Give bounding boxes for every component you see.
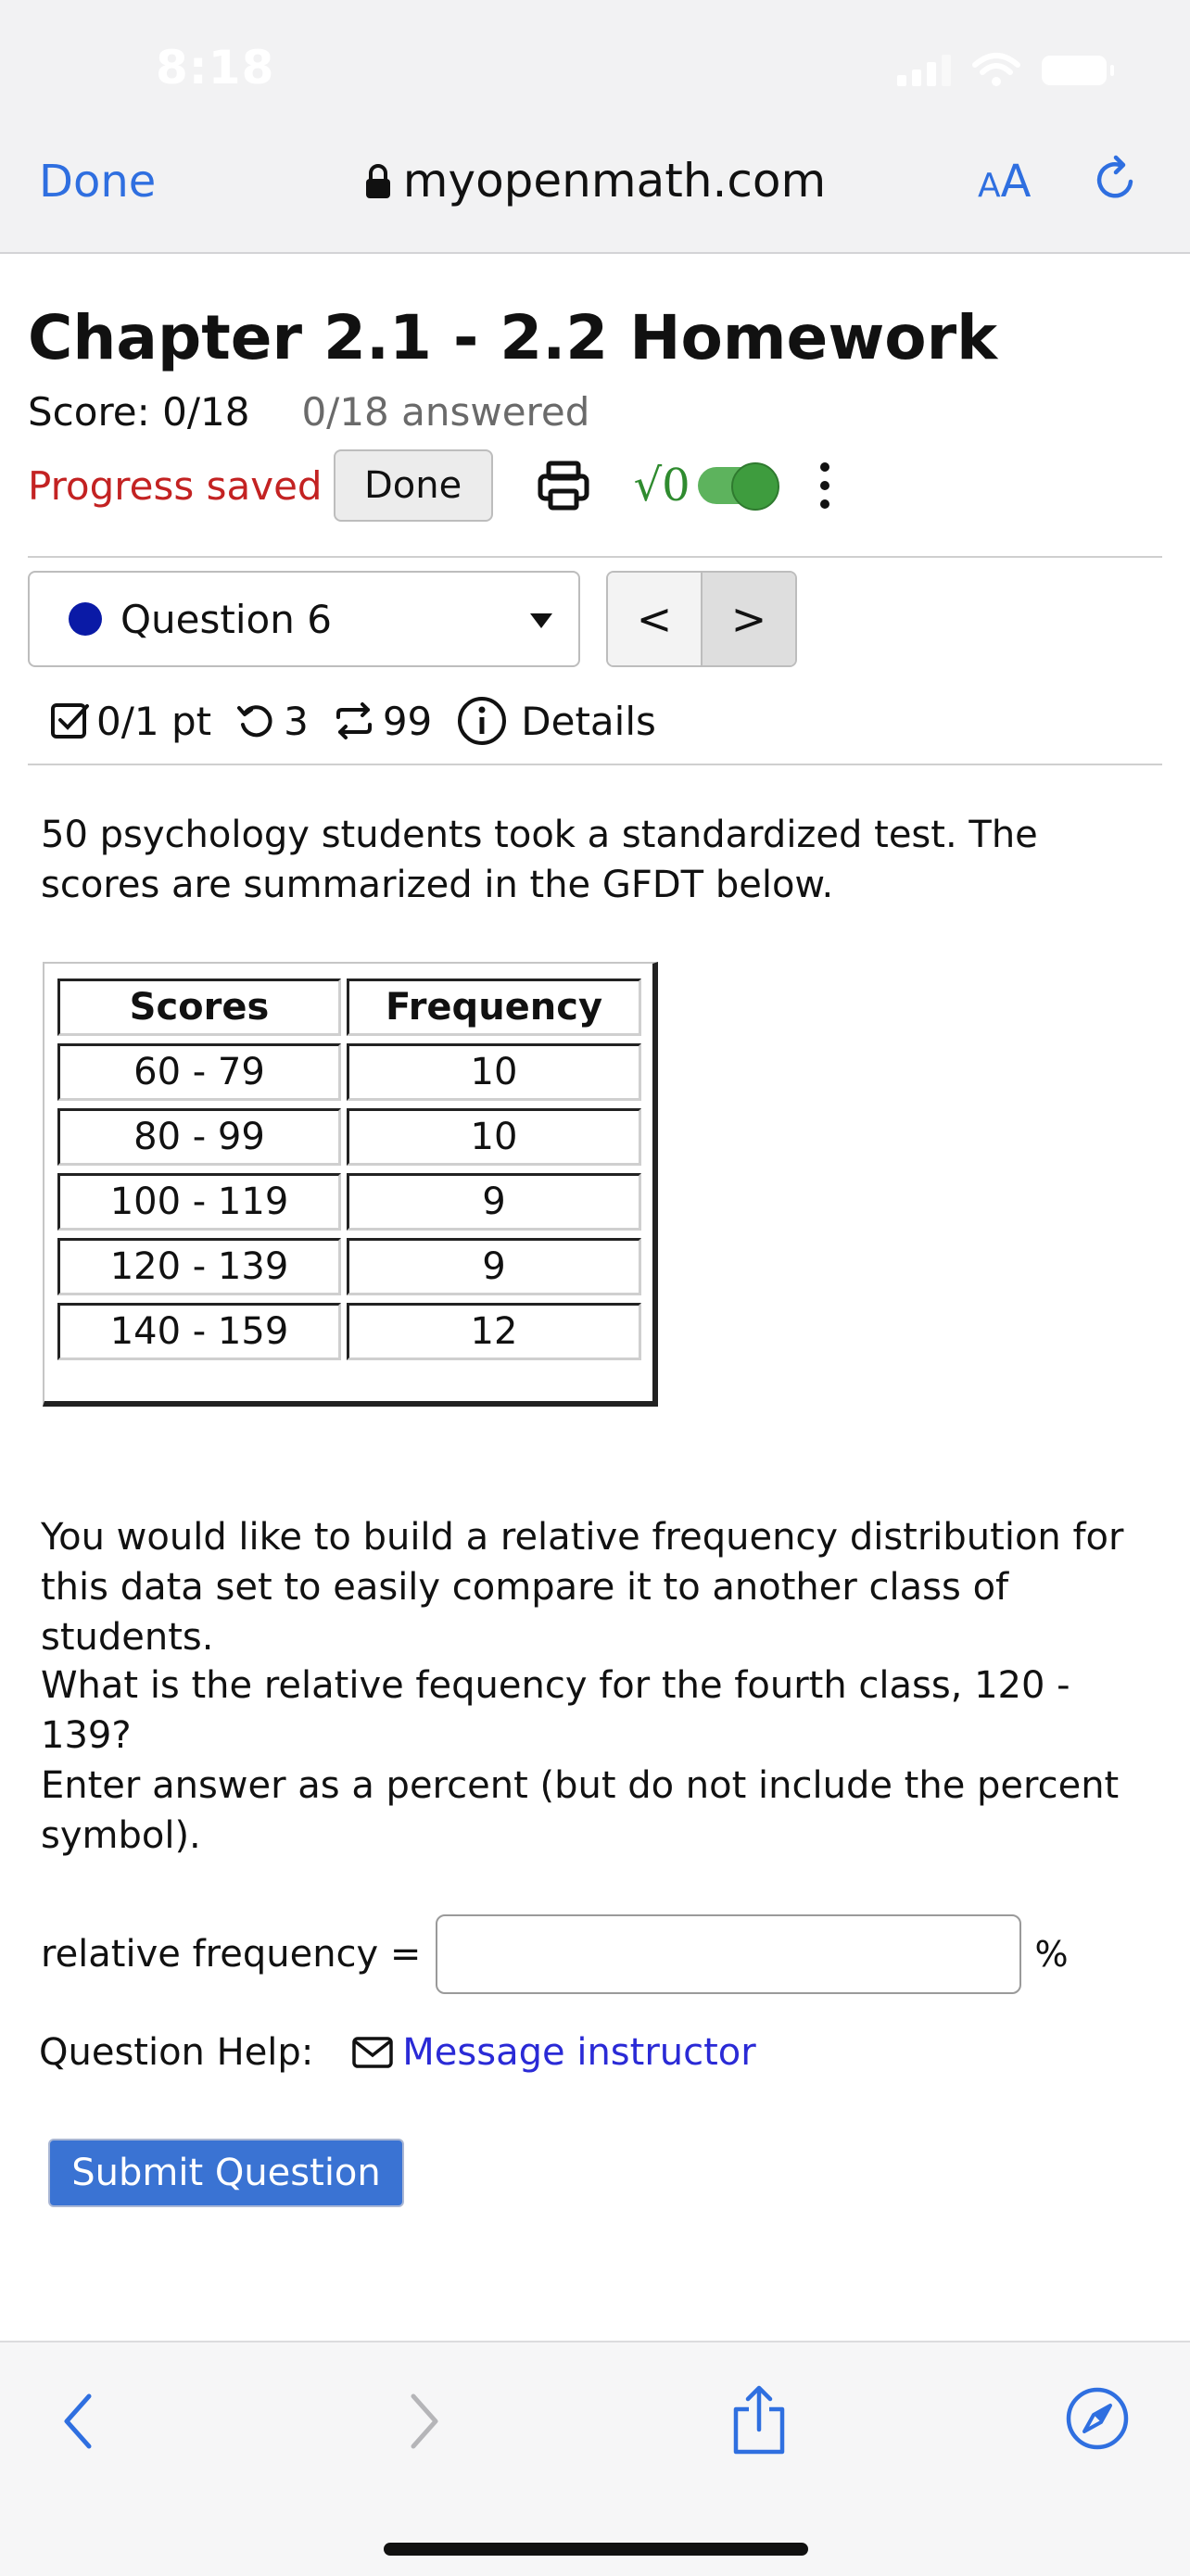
browser-top-bar bbox=[0, 0, 1190, 254]
checkbox-icon bbox=[50, 701, 91, 741]
more-options-icon[interactable] bbox=[820, 462, 829, 509]
next-question-button[interactable]: > bbox=[703, 573, 795, 665]
question-meta bbox=[50, 695, 656, 747]
table-cell: 100 - 119 bbox=[57, 1173, 341, 1231]
table-cell: 80 - 99 bbox=[57, 1108, 341, 1166]
table-cell: 140 - 159 bbox=[57, 1303, 341, 1360]
table-cell: 10 bbox=[347, 1043, 641, 1101]
math-entry-toggle[interactable] bbox=[634, 460, 776, 511]
attempts-count: 3 bbox=[284, 698, 309, 744]
text-size-large: A bbox=[1000, 156, 1032, 208]
question-help bbox=[39, 2031, 756, 2074]
dropdown-caret-icon bbox=[530, 613, 552, 628]
question-selector-label: Question 6 bbox=[120, 596, 332, 642]
retry-icon bbox=[235, 701, 276, 741]
points-text: 0/1 pt bbox=[96, 698, 212, 744]
question-status-dot-icon bbox=[69, 602, 102, 636]
battery-icon bbox=[1042, 56, 1107, 85]
page-title: Chapter 2.1 - 2.2 Homework bbox=[28, 302, 998, 373]
reload-icon[interactable] bbox=[1090, 154, 1142, 206]
table-header: Frequency bbox=[347, 979, 641, 1036]
question-prompt: What is the relative fequency for the fourth class, 120 - 139? bbox=[41, 1664, 1070, 1757]
answer-unit: % bbox=[1034, 1934, 1069, 1975]
answer-row bbox=[41, 1914, 1069, 1994]
versions-count: 99 bbox=[382, 698, 433, 744]
answered-count: 0/18 answered bbox=[301, 389, 590, 435]
question-help-label: Question Help: bbox=[39, 2031, 314, 2074]
answer-instructions: Enter answer as a percent (but do not include the percent symbol). bbox=[41, 1764, 1120, 1857]
browser-done-button[interactable]: Done bbox=[39, 156, 157, 208]
forward-icon[interactable] bbox=[404, 2389, 445, 2454]
gfdt-table-frame bbox=[43, 962, 658, 1407]
previous-question-button[interactable]: < bbox=[608, 573, 703, 665]
table-cell: 9 bbox=[347, 1173, 641, 1231]
table-row bbox=[57, 1043, 641, 1101]
answer-label: relative frequency = bbox=[41, 1933, 422, 1976]
table-cell: 60 - 79 bbox=[57, 1043, 341, 1101]
text-size-small: A bbox=[978, 167, 1001, 205]
mail-icon[interactable] bbox=[352, 2037, 393, 2068]
gfdt-table bbox=[52, 971, 647, 1368]
table-cell: 10 bbox=[347, 1108, 641, 1166]
info-icon[interactable] bbox=[456, 695, 508, 747]
assignment-done-button[interactable]: Done bbox=[334, 449, 493, 522]
progress-saved-status: Progress saved bbox=[28, 462, 323, 509]
sqrt-icon: √0 bbox=[633, 460, 690, 511]
print-icon[interactable] bbox=[536, 458, 591, 513]
score-text: Score: 0/18 bbox=[28, 389, 250, 435]
relative-frequency-input[interactable] bbox=[436, 1914, 1021, 1994]
back-icon[interactable] bbox=[57, 2389, 98, 2454]
toggle-switch[interactable] bbox=[698, 467, 776, 504]
submit-question-button[interactable]: Submit Question bbox=[48, 2139, 404, 2207]
divider bbox=[28, 764, 1162, 765]
table-cell: 9 bbox=[347, 1238, 641, 1295]
message-instructor-link[interactable]: Message instructor bbox=[402, 2031, 756, 2074]
table-cell: 120 - 139 bbox=[57, 1238, 341, 1295]
url-text: myopenmath.com bbox=[402, 154, 827, 208]
text-size-button[interactable] bbox=[978, 156, 1031, 208]
versions-icon bbox=[333, 701, 375, 741]
score-line bbox=[28, 389, 589, 435]
question-intro: 50 psychology students took a standardized test. The scores are summarized in the GFDT below. bbox=[41, 814, 1038, 906]
status-time: 8:18 bbox=[156, 41, 275, 95]
browser-bottom-toolbar bbox=[0, 2341, 1190, 2576]
table-header: Scores bbox=[57, 979, 341, 1036]
details-link[interactable]: Details bbox=[521, 698, 656, 744]
table-row bbox=[57, 1108, 641, 1166]
table-row bbox=[57, 1173, 641, 1231]
status-icons bbox=[897, 52, 1107, 89]
share-icon[interactable] bbox=[728, 2383, 790, 2457]
table-row bbox=[57, 1238, 641, 1295]
divider bbox=[28, 556, 1162, 558]
question-selector[interactable] bbox=[28, 571, 580, 667]
home-indicator bbox=[384, 2543, 808, 2556]
table-cell: 12 bbox=[347, 1303, 641, 1360]
compass-icon[interactable] bbox=[1064, 2385, 1131, 2452]
table-header-row bbox=[57, 979, 641, 1036]
cellular-signal-icon bbox=[897, 55, 951, 86]
table-row bbox=[57, 1303, 641, 1360]
question-context: You would like to build a relative frequency distribution for this data set to easily compare it to another class of students. bbox=[41, 1516, 1124, 1659]
progress-row bbox=[28, 448, 829, 523]
lock-icon bbox=[364, 163, 392, 200]
wifi-icon bbox=[971, 52, 1021, 89]
question-pager bbox=[606, 571, 797, 667]
